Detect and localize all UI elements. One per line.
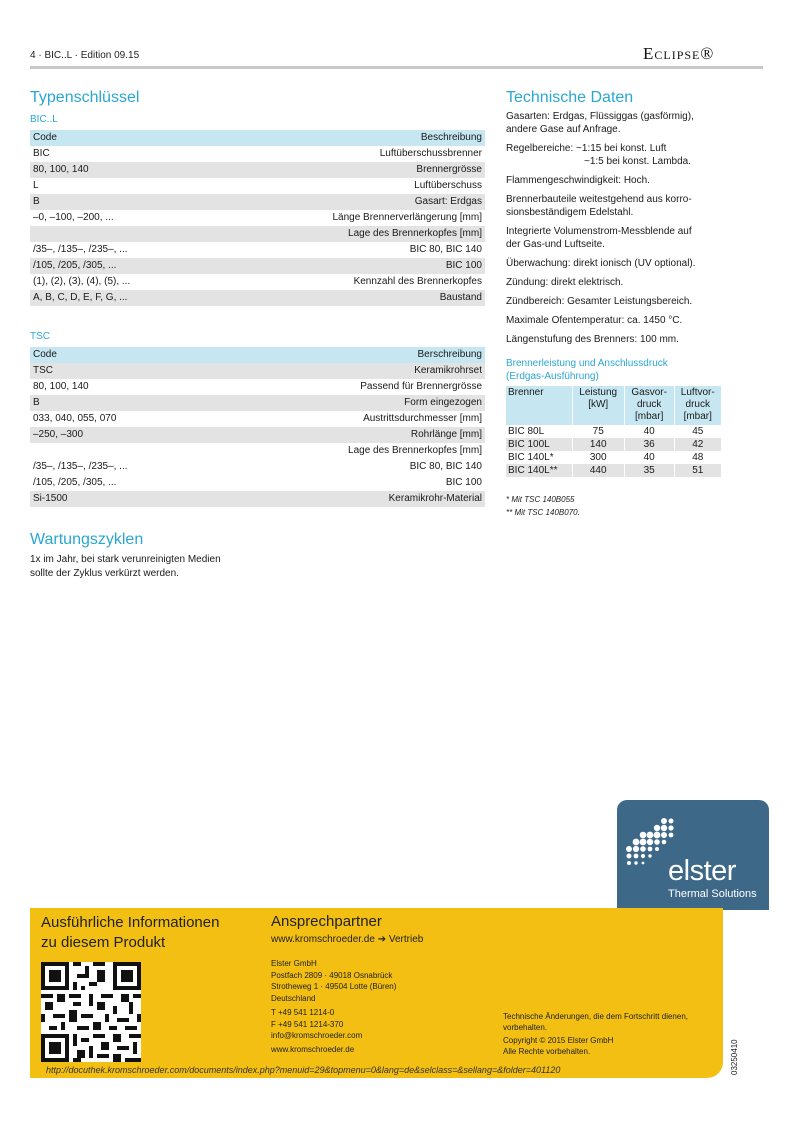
table-row: 033, 040, 055, 070 Austrittsdurchmesser [mm] xyxy=(33,413,482,424)
type-key-title: Typenschlüssel xyxy=(30,89,140,106)
table-row: Si-1500 Keramikrohr-Material xyxy=(30,491,485,507)
header-rule xyxy=(30,66,763,69)
maintenance-text: 1x im Jahr, bei stark verunreinigten Medien sollte der Zyklus verkürzt werden. xyxy=(30,554,221,579)
table-row: /105, /205, /305, ... BIC 100 xyxy=(30,258,485,274)
elster-brand-subtitle: Thermal Solutions xyxy=(668,888,757,900)
table-row: –250, –300 Rohrlänge [mm] xyxy=(30,427,485,443)
table-row: BIC Luftüberschussbrenner xyxy=(33,148,482,159)
table-row: 80, 100, 140 Brennergrösse xyxy=(30,162,485,178)
table-row: 80, 100, 140 Passend für Brennergrösse xyxy=(33,381,482,392)
table-row: BIC 100L 140 36 42 xyxy=(506,438,721,451)
qr-code-icon[interactable] xyxy=(41,962,141,1062)
tech-data-title: Technische Daten xyxy=(506,89,634,106)
table-row: (1), (2), (3), (4), (5), ... Kennzahl des Brennerkopfes xyxy=(33,276,482,287)
table-row: Lage des Brennerkopfes [mm] /35–, /135–, /235–, ... BIC 80, BIC 140 xyxy=(30,226,485,258)
footer-contact-link[interactable]: www.kromschroeder.de ➔ Vertrieb xyxy=(271,934,424,945)
table-row: B Form eingezogen xyxy=(30,395,485,411)
table-row: Lage des Brennerkopfes [mm] /35–, /135–, /235–, ... BIC 80, BIC 140 xyxy=(33,445,482,472)
table-row: L Luftüberschuss xyxy=(33,180,482,191)
document-number: 03250410 xyxy=(730,1039,739,1075)
table-header: Code Berschreibung xyxy=(30,347,485,363)
elster-brand-name: elster xyxy=(668,855,736,887)
table-row: BIC 80L 75 40 45 xyxy=(506,425,721,438)
footer-address: Elster GmbH Postfach 2809 · 49018 Osnabrück Strotheweg 1 · 49504 Lotte (Büren) Deutschland T +49 541 1214-0 F +49 541 1214-370 info@kromschroeder.com www.kromschroeder.de xyxy=(271,959,397,1054)
footer-contact-title: Ansprechpartner xyxy=(271,913,382,930)
table-row: /105, /205, /305, ... BIC 100 xyxy=(33,477,482,488)
bic-type-table xyxy=(30,130,485,306)
footnote-1: * Mit TSC 140B055 xyxy=(506,495,575,504)
maintenance-title: Wartungszyklen xyxy=(30,531,144,548)
eclipse-logo: Eclipse® xyxy=(643,44,715,63)
table-row: A, B, C, D, E, F, G, ... Baustand xyxy=(30,290,485,306)
page-header: 4 · BIC..L · Edition 09.15 xyxy=(30,50,140,61)
footer-copyright: Technische Änderungen, die dem Fortschritt dienen, vorbehalten. Copyright © 2015 Elster GmbH Alle Rechte vorbehalten. xyxy=(503,1012,688,1056)
footnote-2: ** Mit TSC 140B070. xyxy=(506,508,580,517)
docuthek-link[interactable]: http://docuthek.kromschroeder.com/documents/index.php?menuid=29&topmenu=0&lang=de&selclass=&sellang=&folder=401120 xyxy=(46,1065,561,1075)
table-row: BIC 140L* 300 40 48 xyxy=(506,451,721,464)
footer-info-title: Ausführliche Informationen zu diesem Produkt xyxy=(41,914,220,951)
table-header: Code Beschreibung xyxy=(30,130,485,146)
table-row: TSC Keramikrohrset xyxy=(30,363,485,379)
table-row: BIC 140L** 440 35 51 xyxy=(506,464,721,477)
performance-title: Brennerleistung und Anschlussdruck (Erdgas-Ausführung) xyxy=(506,358,668,382)
table-header: Brenner Leistung [kW] Gasvor- druck [mbar] Luftvor- druck [mbar] xyxy=(506,386,721,425)
performance-table xyxy=(506,386,721,477)
bic-subtitle: BIC..L xyxy=(30,114,58,125)
table-row: B Gasart: Erdgas xyxy=(30,194,485,210)
tsc-type-table xyxy=(30,347,485,507)
tech-data-list: Gasarten: Erdgas, Flüssiggas (gasförmig), andere Gase auf Anfrage. Regelbereiche: ~1:15 bei konst. Luft ~1:5 bei konst. Lambda. Flammengeschwindigkeit: Hoch. Brennerbauteile weitestgehend aus korro- sionsbeständigem Edelstahl. Integrierte Volumenstrom-Messblende auf der Gas-und Luftseite. Überwachung: direkt ionisch (UV optional). Zündung: direkt elektrisch. Zündbereich: Gesamter Leistungsbereich. Maximale Ofentemperatur: ca. 1450 °C. Längenstufung des Brenners: 100 mm. xyxy=(506,111,696,345)
table-row: –0, –100, –200, ... Länge Brennerverlängerung [mm] xyxy=(33,212,482,223)
tsc-subtitle: TSC xyxy=(30,331,50,342)
